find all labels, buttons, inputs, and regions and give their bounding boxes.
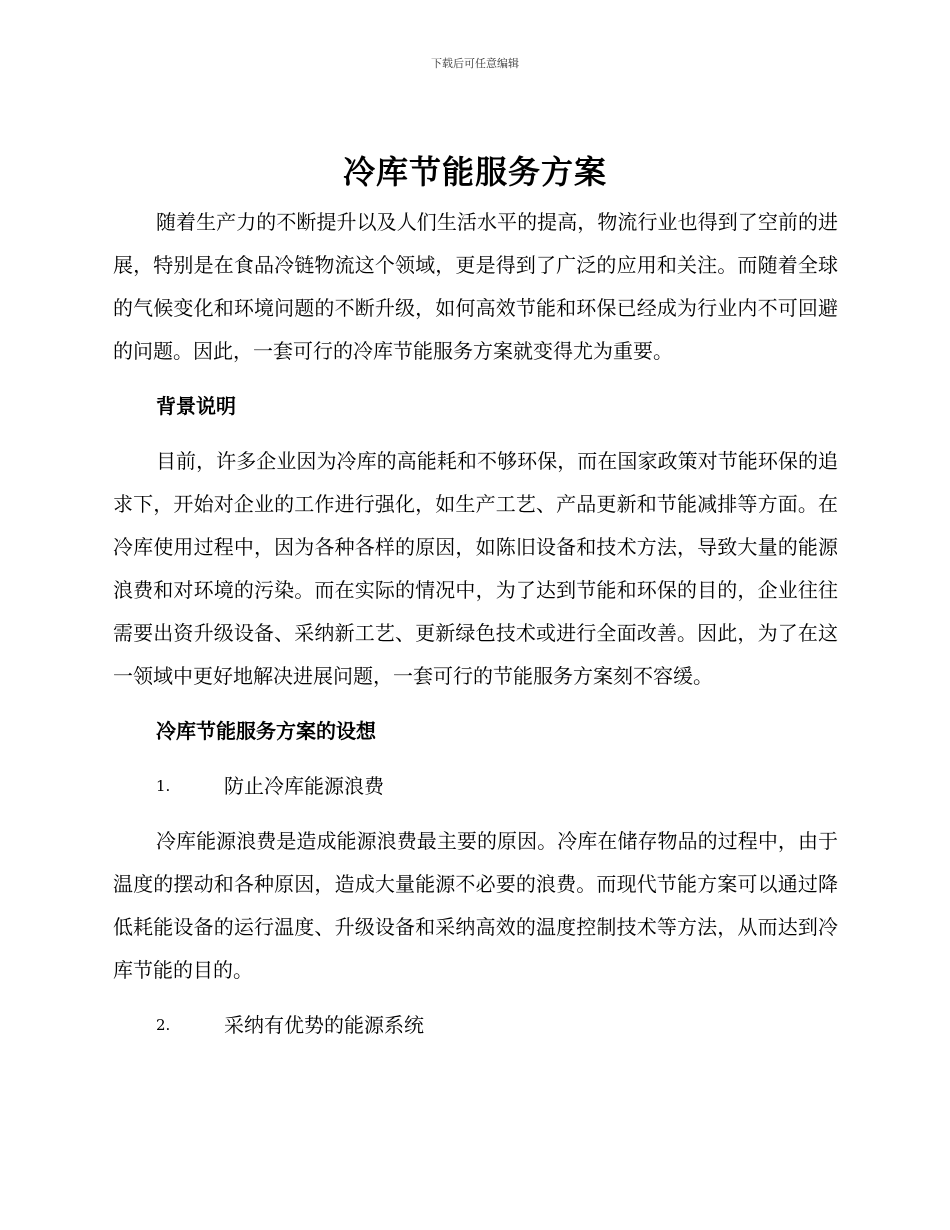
spacer [113, 753, 838, 765]
spacer [113, 808, 838, 820]
list-number: 2. [156, 1016, 171, 1034]
list-item-title: 防止冷库能源浪费 [224, 774, 384, 798]
background-paragraph: 目前，许多企业因为冷库的高能耗和不够环保，而在国家政策对节能环保的追求下，开始对企业的工作进行强化，如生产工艺、产品更新和节能减排等方面。在冷库使用过程中，因为各种各样的原因，如陈旧设备和技术方法，导致大量的能源浪费和对环境的污染。而在实际的情况中，为了达到节能和环保的目的，企业往往需要出资升级设备、采纳新工艺、更新绿色技术或进行全面改善。因此，为了在这一领域中更好地解决进展问题，一套可行的节能服务方案刻不容缓。 [113, 449, 838, 688]
spacer [113, 373, 838, 385]
spacer [113, 992, 838, 1004]
header-note: 下载后可任意编辑 [431, 57, 519, 70]
list-item [113, 1004, 838, 1047]
intro-paragraph: 随着生产力的不断提升以及人们生活水平的提高，物流行业也得到了空前的进展，特别是在食品冷链物流这个领域，更是得到了广泛的应用和关注。而随着全球的气候变化和环境问题的不断升级，如何高效节能和环保已经成为行业内不可回避的问题。因此，一套可行的冷库节能服务方案就变得尤为重要。 [113, 210, 838, 363]
list-item-title: 采纳有优势的能源系统 [224, 1013, 424, 1037]
document-body [113, 201, 838, 1047]
document-title: 冷库节能服务方案 [342, 153, 607, 191]
list-number: 1. [156, 777, 171, 795]
list-item-paragraph: 冷库能源浪费是造成能源浪费最主要的原因。冷库在储存物品的过程中，由于温度的摆动和各种原因，造成大量能源不必要的浪费。而现代节能方案可以通过降低耗能设备的运行温度、升级设备和采纳高效的温度控制技术等方法，从而达到冷库节能的目的。 [113, 829, 838, 982]
section-heading-plan: 冷库节能服务方案的设想 [156, 719, 376, 743]
list-item [113, 765, 838, 808]
spacer [113, 698, 838, 710]
spacer [113, 428, 838, 440]
section-heading-background: 背景说明 [156, 394, 236, 418]
